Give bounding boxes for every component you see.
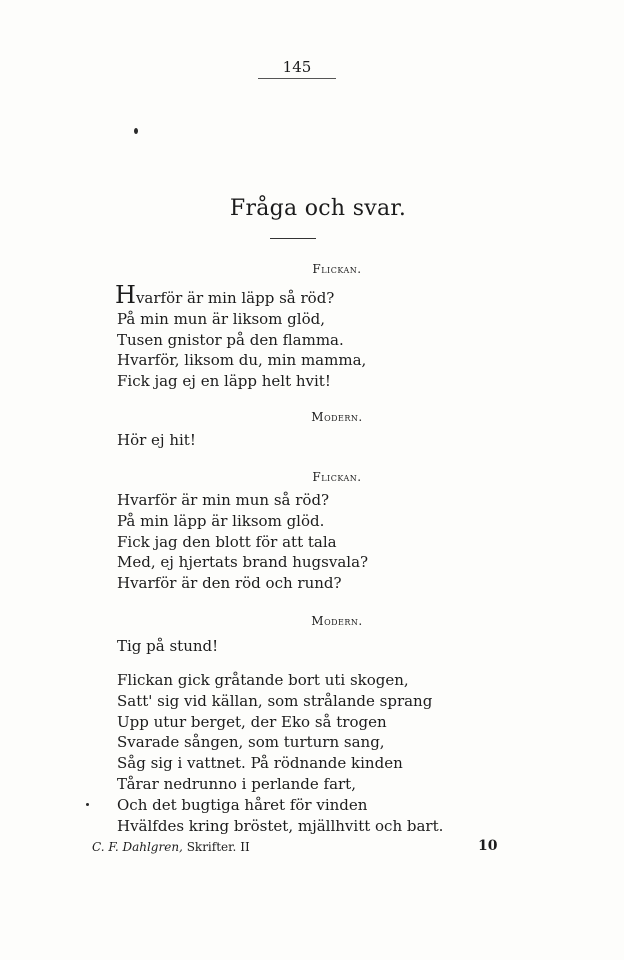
footer-credit	[92, 840, 250, 854]
page-number: 145	[282, 58, 312, 76]
verse-line: Upp utur berget, der Eko så trogen	[117, 712, 387, 731]
verse-line: Hör ej hit!	[117, 431, 196, 449]
verse-line: Tig på stund!	[117, 637, 219, 655]
speaker-label-flickan-2: Flickan.	[312, 470, 362, 484]
verse-line: Såg sig i vattnet. På rödnande kinden	[117, 754, 403, 773]
drop-cap: H	[115, 281, 136, 309]
stanza-2	[117, 430, 477, 451]
stanza-1	[115, 281, 477, 392]
footer-signature: 10	[478, 838, 498, 854]
poem-title: Fråga och svar.	[229, 196, 407, 221]
verse-line: Tårar nedrunno i perlande fart,	[117, 774, 356, 793]
stanza-3	[117, 490, 477, 594]
verse-line: Hvälfdes kring bröstet, mjällhvitt och bart.	[117, 816, 444, 835]
stanza-5	[117, 670, 477, 836]
footer-author: C. F. Dahlgren,	[92, 840, 183, 854]
speaker-label-modern-1: Modern.	[311, 410, 363, 424]
speaker-label-flickan-1: Flickan.	[312, 262, 362, 276]
footer-work: Skrifter.	[186, 840, 237, 854]
verse-line: Flickan gick gråtande bort uti skogen,	[117, 671, 409, 689]
footer-volume: II	[240, 840, 250, 854]
verse-line: Och det bugtiga håret för vinden	[117, 795, 368, 814]
title-rule	[270, 238, 316, 239]
verse-line	[115, 281, 477, 309]
ink-speck	[86, 803, 89, 806]
verse-line: Fick jag ej en läpp helt hvit!	[117, 372, 331, 391]
verse-line-rest: varför är min läpp så röd?	[135, 289, 335, 307]
verse-line: Hvarför är min mun så röd?	[117, 491, 330, 509]
speaker-label-modern-2: Modern.	[311, 614, 363, 628]
verse-line: På min mun är liksom glöd,	[117, 309, 325, 328]
verse-line: Satt' sig vid källan, som strålande sprang	[117, 691, 433, 710]
stanza-4	[117, 636, 477, 657]
verse-line: Hvarför, liksom du, min mamma,	[117, 351, 367, 370]
verse-line: På min läpp är liksom glöd.	[117, 511, 325, 530]
page-number-rule	[258, 78, 336, 79]
verse-line: Med, ej hjertats brand hugsvala?	[117, 553, 369, 572]
verse-line: Svarade sången, som turturn sang,	[117, 733, 385, 752]
ink-speck	[134, 128, 138, 134]
verse-line: Hvarför är den röd och rund?	[117, 574, 342, 593]
verse-line: Tusen gnistor på den flamma.	[117, 330, 344, 349]
verse-line: Fick jag den blott för att tala	[117, 532, 337, 551]
